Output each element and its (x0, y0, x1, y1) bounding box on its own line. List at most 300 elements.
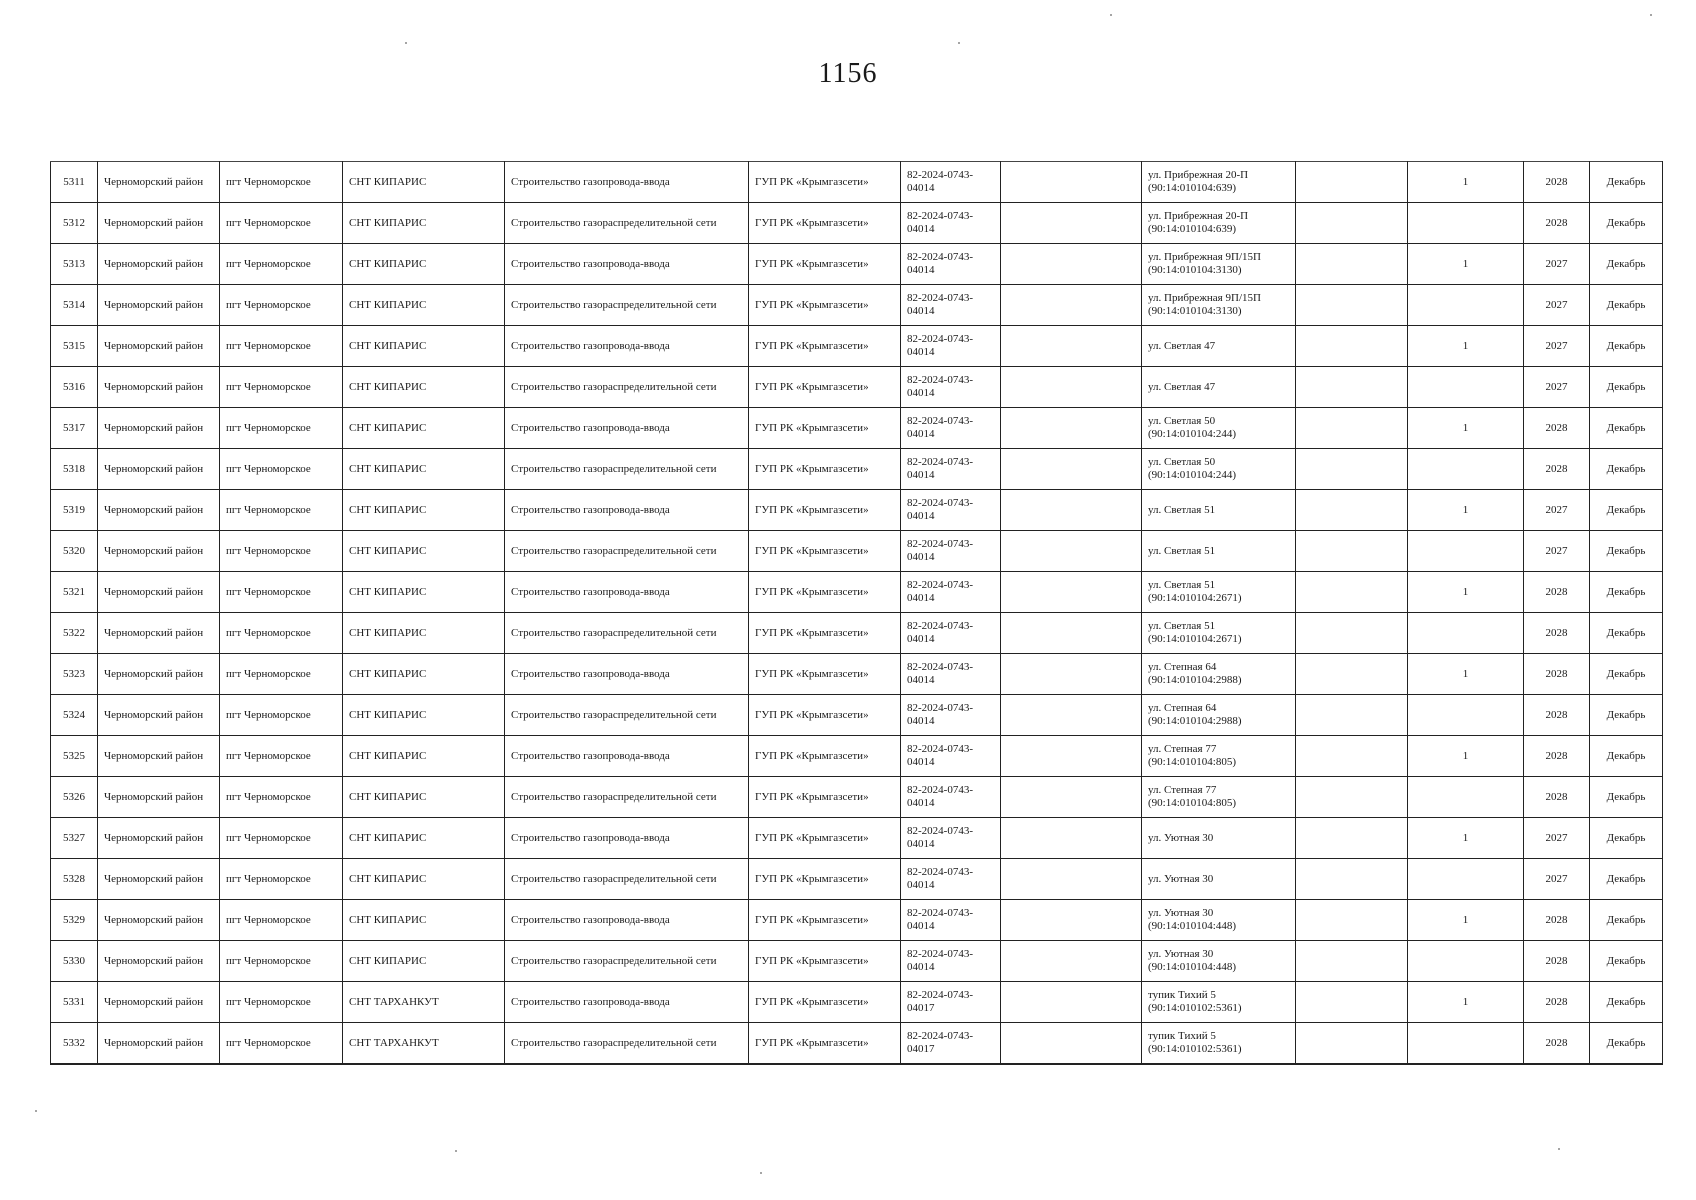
address-cell: ул. Светлая 50 (90:14:010104:244) (1142, 408, 1296, 449)
address-cell: ул. Степная 77 (90:14:010104:805) (1142, 777, 1296, 818)
district-cell: Черноморский район (98, 859, 220, 900)
month-cell: Декабрь (1590, 531, 1663, 572)
count-cell (1408, 449, 1524, 490)
row-number-cell: 5332 (51, 1023, 98, 1065)
blank-cell (1296, 408, 1408, 449)
count-cell: 1 (1408, 408, 1524, 449)
organization-cell: СНТ КИПАРИС (343, 941, 505, 982)
work-type-cell: Строительство газораспределительной сети (505, 859, 749, 900)
blank-cell (1001, 490, 1142, 531)
blank-cell (1001, 572, 1142, 613)
program-code-cell: 82-2024-0743-04014 (901, 449, 1001, 490)
address-cell: ул. Светлая 51 (1142, 490, 1296, 531)
locality-cell: пгт Черноморское (220, 285, 343, 326)
month-cell: Декабрь (1590, 449, 1663, 490)
organization-cell: СНТ КИПАРИС (343, 285, 505, 326)
organization-cell: СНТ КИПАРИС (343, 572, 505, 613)
count-cell (1408, 203, 1524, 244)
count-cell: 1 (1408, 818, 1524, 859)
work-type-cell: Строительство газопровода-ввода (505, 818, 749, 859)
district-cell: Черноморский район (98, 982, 220, 1023)
program-code-cell: 82-2024-0743-04014 (901, 900, 1001, 941)
month-cell: Декабрь (1590, 408, 1663, 449)
blank-cell (1296, 982, 1408, 1023)
count-cell (1408, 285, 1524, 326)
table-row (51, 1023, 1663, 1065)
program-code-cell: 82-2024-0743-04014 (901, 613, 1001, 654)
address-cell: ул. Степная 64 (90:14:010104:2988) (1142, 695, 1296, 736)
address-cell: тупик Тихий 5 (90:14:010102:5361) (1142, 982, 1296, 1023)
table-row (51, 859, 1663, 900)
work-type-cell: Строительство газораспределительной сети (505, 695, 749, 736)
locality-cell: пгт Черноморское (220, 203, 343, 244)
district-cell: Черноморский район (98, 736, 220, 777)
table-row (51, 203, 1663, 244)
blank-cell (1296, 777, 1408, 818)
row-number-cell: 5319 (51, 490, 98, 531)
locality-cell: пгт Черноморское (220, 695, 343, 736)
address-cell: ул. Светлая 47 (1142, 326, 1296, 367)
district-cell: Черноморский район (98, 490, 220, 531)
blank-cell (1001, 941, 1142, 982)
row-number-cell: 5326 (51, 777, 98, 818)
organization-cell: СНТ ТАРХАНКУТ (343, 982, 505, 1023)
organization-cell: СНТ КИПАРИС (343, 449, 505, 490)
table-row (51, 777, 1663, 818)
blank-cell (1001, 531, 1142, 572)
program-code-cell: 82-2024-0743-04014 (901, 572, 1001, 613)
row-number-cell: 5315 (51, 326, 98, 367)
blank-cell (1001, 859, 1142, 900)
count-cell (1408, 1023, 1524, 1065)
count-cell (1408, 613, 1524, 654)
blank-cell (1296, 941, 1408, 982)
year-cell: 2028 (1524, 900, 1590, 941)
blank-cell (1296, 736, 1408, 777)
month-cell: Декабрь (1590, 818, 1663, 859)
address-cell: ул. Прибрежная 9П/15П (90:14:010104:3130) (1142, 285, 1296, 326)
count-cell (1408, 777, 1524, 818)
district-cell: Черноморский район (98, 900, 220, 941)
address-cell: ул. Светлая 51 (1142, 531, 1296, 572)
page-number: 1156 (818, 58, 878, 89)
work-type-cell: Строительство газопровода-ввода (505, 408, 749, 449)
organization-cell: СНТ КИПАРИС (343, 244, 505, 285)
count-cell: 1 (1408, 162, 1524, 203)
year-cell: 2028 (1524, 654, 1590, 695)
blank-cell (1001, 695, 1142, 736)
company-cell: ГУП РК «Крымгазсети» (749, 490, 901, 531)
address-cell: ул. Уютная 30 (90:14:010104:448) (1142, 941, 1296, 982)
register-body (51, 162, 1663, 1065)
blank-cell (1296, 531, 1408, 572)
locality-cell: пгт Черноморское (220, 613, 343, 654)
company-cell: ГУП РК «Крымгазсети» (749, 285, 901, 326)
locality-cell: пгт Черноморское (220, 326, 343, 367)
organization-cell: СНТ ТАРХАНКУТ (343, 1023, 505, 1065)
organization-cell: СНТ КИПАРИС (343, 203, 505, 244)
address-cell: ул. Степная 64 (90:14:010104:2988) (1142, 654, 1296, 695)
table-row (51, 982, 1663, 1023)
blank-cell (1001, 203, 1142, 244)
locality-cell: пгт Черноморское (220, 244, 343, 285)
row-number-cell: 5329 (51, 900, 98, 941)
company-cell: ГУП РК «Крымгазсети» (749, 613, 901, 654)
row-number-cell: 5321 (51, 572, 98, 613)
company-cell: ГУП РК «Крымгазсети» (749, 654, 901, 695)
blank-cell (1001, 408, 1142, 449)
blank-cell (1296, 1023, 1408, 1065)
program-code-cell: 82-2024-0743-04014 (901, 859, 1001, 900)
row-number-cell: 5323 (51, 654, 98, 695)
month-cell: Декабрь (1590, 654, 1663, 695)
table-row (51, 900, 1663, 941)
year-cell: 2027 (1524, 285, 1590, 326)
district-cell: Черноморский район (98, 695, 220, 736)
month-cell: Декабрь (1590, 244, 1663, 285)
table-row (51, 941, 1663, 982)
organization-cell: СНТ КИПАРИС (343, 490, 505, 531)
table-row (51, 367, 1663, 408)
district-cell: Черноморский район (98, 326, 220, 367)
year-cell: 2028 (1524, 695, 1590, 736)
month-cell: Декабрь (1590, 203, 1663, 244)
organization-cell: СНТ КИПАРИС (343, 531, 505, 572)
organization-cell: СНТ КИПАРИС (343, 777, 505, 818)
locality-cell: пгт Черноморское (220, 818, 343, 859)
month-cell: Декабрь (1590, 1023, 1663, 1065)
work-type-cell: Строительство газопровода-ввода (505, 162, 749, 203)
blank-cell (1001, 654, 1142, 695)
program-code-cell: 82-2024-0743-04014 (901, 244, 1001, 285)
year-cell: 2028 (1524, 736, 1590, 777)
organization-cell: СНТ КИПАРИС (343, 654, 505, 695)
program-code-cell: 82-2024-0743-04014 (901, 695, 1001, 736)
program-code-cell: 82-2024-0743-04014 (901, 203, 1001, 244)
organization-cell: СНТ КИПАРИС (343, 326, 505, 367)
work-type-cell: Строительство газопровода-ввода (505, 572, 749, 613)
year-cell: 2027 (1524, 367, 1590, 408)
blank-cell (1296, 695, 1408, 736)
district-cell: Черноморский район (98, 654, 220, 695)
year-cell: 2027 (1524, 818, 1590, 859)
year-cell: 2027 (1524, 244, 1590, 285)
blank-cell (1001, 162, 1142, 203)
program-code-cell: 82-2024-0743-04014 (901, 777, 1001, 818)
organization-cell: СНТ КИПАРИС (343, 900, 505, 941)
company-cell: ГУП РК «Крымгазсети» (749, 367, 901, 408)
blank-cell (1296, 490, 1408, 531)
organization-cell: СНТ КИПАРИС (343, 736, 505, 777)
row-number-cell: 5313 (51, 244, 98, 285)
register-table (50, 161, 1663, 1065)
program-code-cell: 82-2024-0743-04014 (901, 408, 1001, 449)
company-cell: ГУП РК «Крымгазсети» (749, 203, 901, 244)
blank-cell (1296, 367, 1408, 408)
work-type-cell: Строительство газораспределительной сети (505, 367, 749, 408)
district-cell: Черноморский район (98, 244, 220, 285)
program-code-cell: 82-2024-0743-04017 (901, 982, 1001, 1023)
address-cell: ул. Прибрежная 20-П (90:14:010104:639) (1142, 203, 1296, 244)
blank-cell (1296, 900, 1408, 941)
company-cell: ГУП РК «Крымгазсети» (749, 531, 901, 572)
year-cell: 2028 (1524, 941, 1590, 982)
blank-cell (1296, 613, 1408, 654)
district-cell: Черноморский район (98, 531, 220, 572)
blank-cell (1296, 326, 1408, 367)
row-number-cell: 5311 (51, 162, 98, 203)
blank-cell (1001, 818, 1142, 859)
district-cell: Черноморский район (98, 449, 220, 490)
program-code-cell: 82-2024-0743-04014 (901, 941, 1001, 982)
company-cell: ГУП РК «Крымгазсети» (749, 449, 901, 490)
count-cell: 1 (1408, 900, 1524, 941)
month-cell: Декабрь (1590, 900, 1663, 941)
year-cell: 2028 (1524, 982, 1590, 1023)
row-number-cell: 5331 (51, 982, 98, 1023)
locality-cell: пгт Черноморское (220, 736, 343, 777)
blank-cell (1001, 900, 1142, 941)
count-cell: 1 (1408, 326, 1524, 367)
work-type-cell: Строительство газопровода-ввода (505, 326, 749, 367)
scan-speck (958, 42, 960, 44)
year-cell: 2028 (1524, 613, 1590, 654)
row-number-cell: 5328 (51, 859, 98, 900)
year-cell: 2027 (1524, 490, 1590, 531)
address-cell: ул. Прибрежная 20-П (90:14:010104:639) (1142, 162, 1296, 203)
table-row (51, 613, 1663, 654)
count-cell (1408, 695, 1524, 736)
locality-cell: пгт Черноморское (220, 449, 343, 490)
row-number-cell: 5316 (51, 367, 98, 408)
locality-cell: пгт Черноморское (220, 1023, 343, 1065)
table-row (51, 695, 1663, 736)
company-cell: ГУП РК «Крымгазсети» (749, 736, 901, 777)
program-code-cell: 82-2024-0743-04014 (901, 531, 1001, 572)
month-cell: Декабрь (1590, 613, 1663, 654)
year-cell: 2027 (1524, 859, 1590, 900)
locality-cell: пгт Черноморское (220, 654, 343, 695)
table-row (51, 654, 1663, 695)
program-code-cell: 82-2024-0743-04014 (901, 654, 1001, 695)
address-cell: ул. Светлая 47 (1142, 367, 1296, 408)
count-cell (1408, 859, 1524, 900)
month-cell: Декабрь (1590, 490, 1663, 531)
company-cell: ГУП РК «Крымгазсети» (749, 1023, 901, 1065)
table-row (51, 285, 1663, 326)
program-code-cell: 82-2024-0743-04014 (901, 490, 1001, 531)
district-cell: Черноморский район (98, 818, 220, 859)
table-row (51, 531, 1663, 572)
count-cell (1408, 941, 1524, 982)
locality-cell: пгт Черноморское (220, 162, 343, 203)
row-number-cell: 5330 (51, 941, 98, 982)
year-cell: 2027 (1524, 326, 1590, 367)
blank-cell (1001, 982, 1142, 1023)
locality-cell: пгт Черноморское (220, 490, 343, 531)
scan-speck (455, 1150, 457, 1152)
program-code-cell: 82-2024-0743-04014 (901, 367, 1001, 408)
address-cell: ул. Уютная 30 (1142, 818, 1296, 859)
locality-cell: пгт Черноморское (220, 941, 343, 982)
program-code-cell: 82-2024-0743-04014 (901, 162, 1001, 203)
company-cell: ГУП РК «Крымгазсети» (749, 695, 901, 736)
scan-speck (1558, 1148, 1560, 1150)
year-cell: 2028 (1524, 572, 1590, 613)
blank-cell (1001, 1023, 1142, 1065)
blank-cell (1001, 736, 1142, 777)
address-cell: ул. Светлая 51 (90:14:010104:2671) (1142, 572, 1296, 613)
work-type-cell: Строительство газораспределительной сети (505, 613, 749, 654)
month-cell: Декабрь (1590, 777, 1663, 818)
organization-cell: СНТ КИПАРИС (343, 162, 505, 203)
work-type-cell: Строительство газораспределительной сети (505, 203, 749, 244)
row-number-cell: 5318 (51, 449, 98, 490)
company-cell: ГУП РК «Крымгазсети» (749, 982, 901, 1023)
table-row (51, 572, 1663, 613)
district-cell: Черноморский район (98, 162, 220, 203)
address-cell: тупик Тихий 5 (90:14:010102:5361) (1142, 1023, 1296, 1065)
blank-cell (1296, 654, 1408, 695)
company-cell: ГУП РК «Крымгазсети» (749, 859, 901, 900)
blank-cell (1001, 367, 1142, 408)
blank-cell (1296, 572, 1408, 613)
program-code-cell: 82-2024-0743-04017 (901, 1023, 1001, 1065)
address-cell: ул. Уютная 30 (1142, 859, 1296, 900)
address-cell: ул. Прибрежная 9П/15П (90:14:010104:3130) (1142, 244, 1296, 285)
count-cell (1408, 531, 1524, 572)
blank-cell (1296, 285, 1408, 326)
table-row (51, 162, 1663, 203)
district-cell: Черноморский район (98, 777, 220, 818)
work-type-cell: Строительство газораспределительной сети (505, 531, 749, 572)
district-cell: Черноморский район (98, 203, 220, 244)
table-row (51, 449, 1663, 490)
work-type-cell: Строительство газопровода-ввода (505, 490, 749, 531)
row-number-cell: 5322 (51, 613, 98, 654)
scan-speck (760, 1172, 762, 1174)
year-cell: 2028 (1524, 162, 1590, 203)
scan-speck (1650, 14, 1652, 16)
month-cell: Декабрь (1590, 859, 1663, 900)
work-type-cell: Строительство газораспределительной сети (505, 285, 749, 326)
work-type-cell: Строительство газопровода-ввода (505, 654, 749, 695)
locality-cell: пгт Черноморское (220, 900, 343, 941)
locality-cell: пгт Черноморское (220, 572, 343, 613)
month-cell: Декабрь (1590, 572, 1663, 613)
blank-cell (1001, 326, 1142, 367)
organization-cell: СНТ КИПАРИС (343, 695, 505, 736)
year-cell: 2028 (1524, 408, 1590, 449)
work-type-cell: Строительство газопровода-ввода (505, 244, 749, 285)
district-cell: Черноморский район (98, 367, 220, 408)
company-cell: ГУП РК «Крымгазсети» (749, 244, 901, 285)
month-cell: Декабрь (1590, 285, 1663, 326)
blank-cell (1001, 613, 1142, 654)
month-cell: Декабрь (1590, 695, 1663, 736)
blank-cell (1296, 818, 1408, 859)
company-cell: ГУП РК «Крымгазсети» (749, 900, 901, 941)
work-type-cell: Строительство газопровода-ввода (505, 900, 749, 941)
locality-cell: пгт Черноморское (220, 367, 343, 408)
count-cell (1408, 367, 1524, 408)
district-cell: Черноморский район (98, 613, 220, 654)
blank-cell (1296, 244, 1408, 285)
row-number-cell: 5314 (51, 285, 98, 326)
company-cell: ГУП РК «Крымгазсети» (749, 572, 901, 613)
blank-cell (1001, 244, 1142, 285)
year-cell: 2028 (1524, 203, 1590, 244)
organization-cell: СНТ КИПАРИС (343, 818, 505, 859)
count-cell: 1 (1408, 982, 1524, 1023)
scan-speck (405, 42, 407, 44)
table-row (51, 408, 1663, 449)
blank-cell (1001, 285, 1142, 326)
row-number-cell: 5320 (51, 531, 98, 572)
table-row (51, 736, 1663, 777)
company-cell: ГУП РК «Крымгазсети» (749, 941, 901, 982)
address-cell: ул. Уютная 30 (90:14:010104:448) (1142, 900, 1296, 941)
locality-cell: пгт Черноморское (220, 531, 343, 572)
company-cell: ГУП РК «Крымгазсети» (749, 408, 901, 449)
month-cell: Декабрь (1590, 367, 1663, 408)
row-number-cell: 5325 (51, 736, 98, 777)
table-row (51, 326, 1663, 367)
blank-cell (1296, 449, 1408, 490)
row-number-cell: 5324 (51, 695, 98, 736)
company-cell: ГУП РК «Крымгазсети» (749, 162, 901, 203)
district-cell: Черноморский район (98, 941, 220, 982)
work-type-cell: Строительство газораспределительной сети (505, 777, 749, 818)
blank-cell (1296, 203, 1408, 244)
district-cell: Черноморский район (98, 408, 220, 449)
district-cell: Черноморский район (98, 285, 220, 326)
program-code-cell: 82-2024-0743-04014 (901, 818, 1001, 859)
district-cell: Черноморский район (98, 1023, 220, 1065)
row-number-cell: 5327 (51, 818, 98, 859)
work-type-cell: Строительство газораспределительной сети (505, 941, 749, 982)
organization-cell: СНТ КИПАРИС (343, 859, 505, 900)
program-code-cell: 82-2024-0743-04014 (901, 736, 1001, 777)
blank-cell (1296, 162, 1408, 203)
row-number-cell: 5317 (51, 408, 98, 449)
work-type-cell: Строительство газораспределительной сети (505, 449, 749, 490)
locality-cell: пгт Черноморское (220, 777, 343, 818)
blank-cell (1296, 859, 1408, 900)
scan-speck (35, 1110, 37, 1112)
district-cell: Черноморский район (98, 572, 220, 613)
locality-cell: пгт Черноморское (220, 408, 343, 449)
address-cell: ул. Светлая 50 (90:14:010104:244) (1142, 449, 1296, 490)
program-code-cell: 82-2024-0743-04014 (901, 326, 1001, 367)
count-cell: 1 (1408, 572, 1524, 613)
blank-cell (1001, 449, 1142, 490)
month-cell: Декабрь (1590, 941, 1663, 982)
work-type-cell: Строительство газопровода-ввода (505, 982, 749, 1023)
locality-cell: пгт Черноморское (220, 982, 343, 1023)
company-cell: ГУП РК «Крымгазсети» (749, 777, 901, 818)
count-cell: 1 (1408, 244, 1524, 285)
program-code-cell: 82-2024-0743-04014 (901, 285, 1001, 326)
month-cell: Декабрь (1590, 162, 1663, 203)
address-cell: ул. Степная 77 (90:14:010104:805) (1142, 736, 1296, 777)
count-cell: 1 (1408, 736, 1524, 777)
year-cell: 2027 (1524, 531, 1590, 572)
address-cell: ул. Светлая 51 (90:14:010104:2671) (1142, 613, 1296, 654)
table-row (51, 818, 1663, 859)
month-cell: Декабрь (1590, 326, 1663, 367)
organization-cell: СНТ КИПАРИС (343, 613, 505, 654)
